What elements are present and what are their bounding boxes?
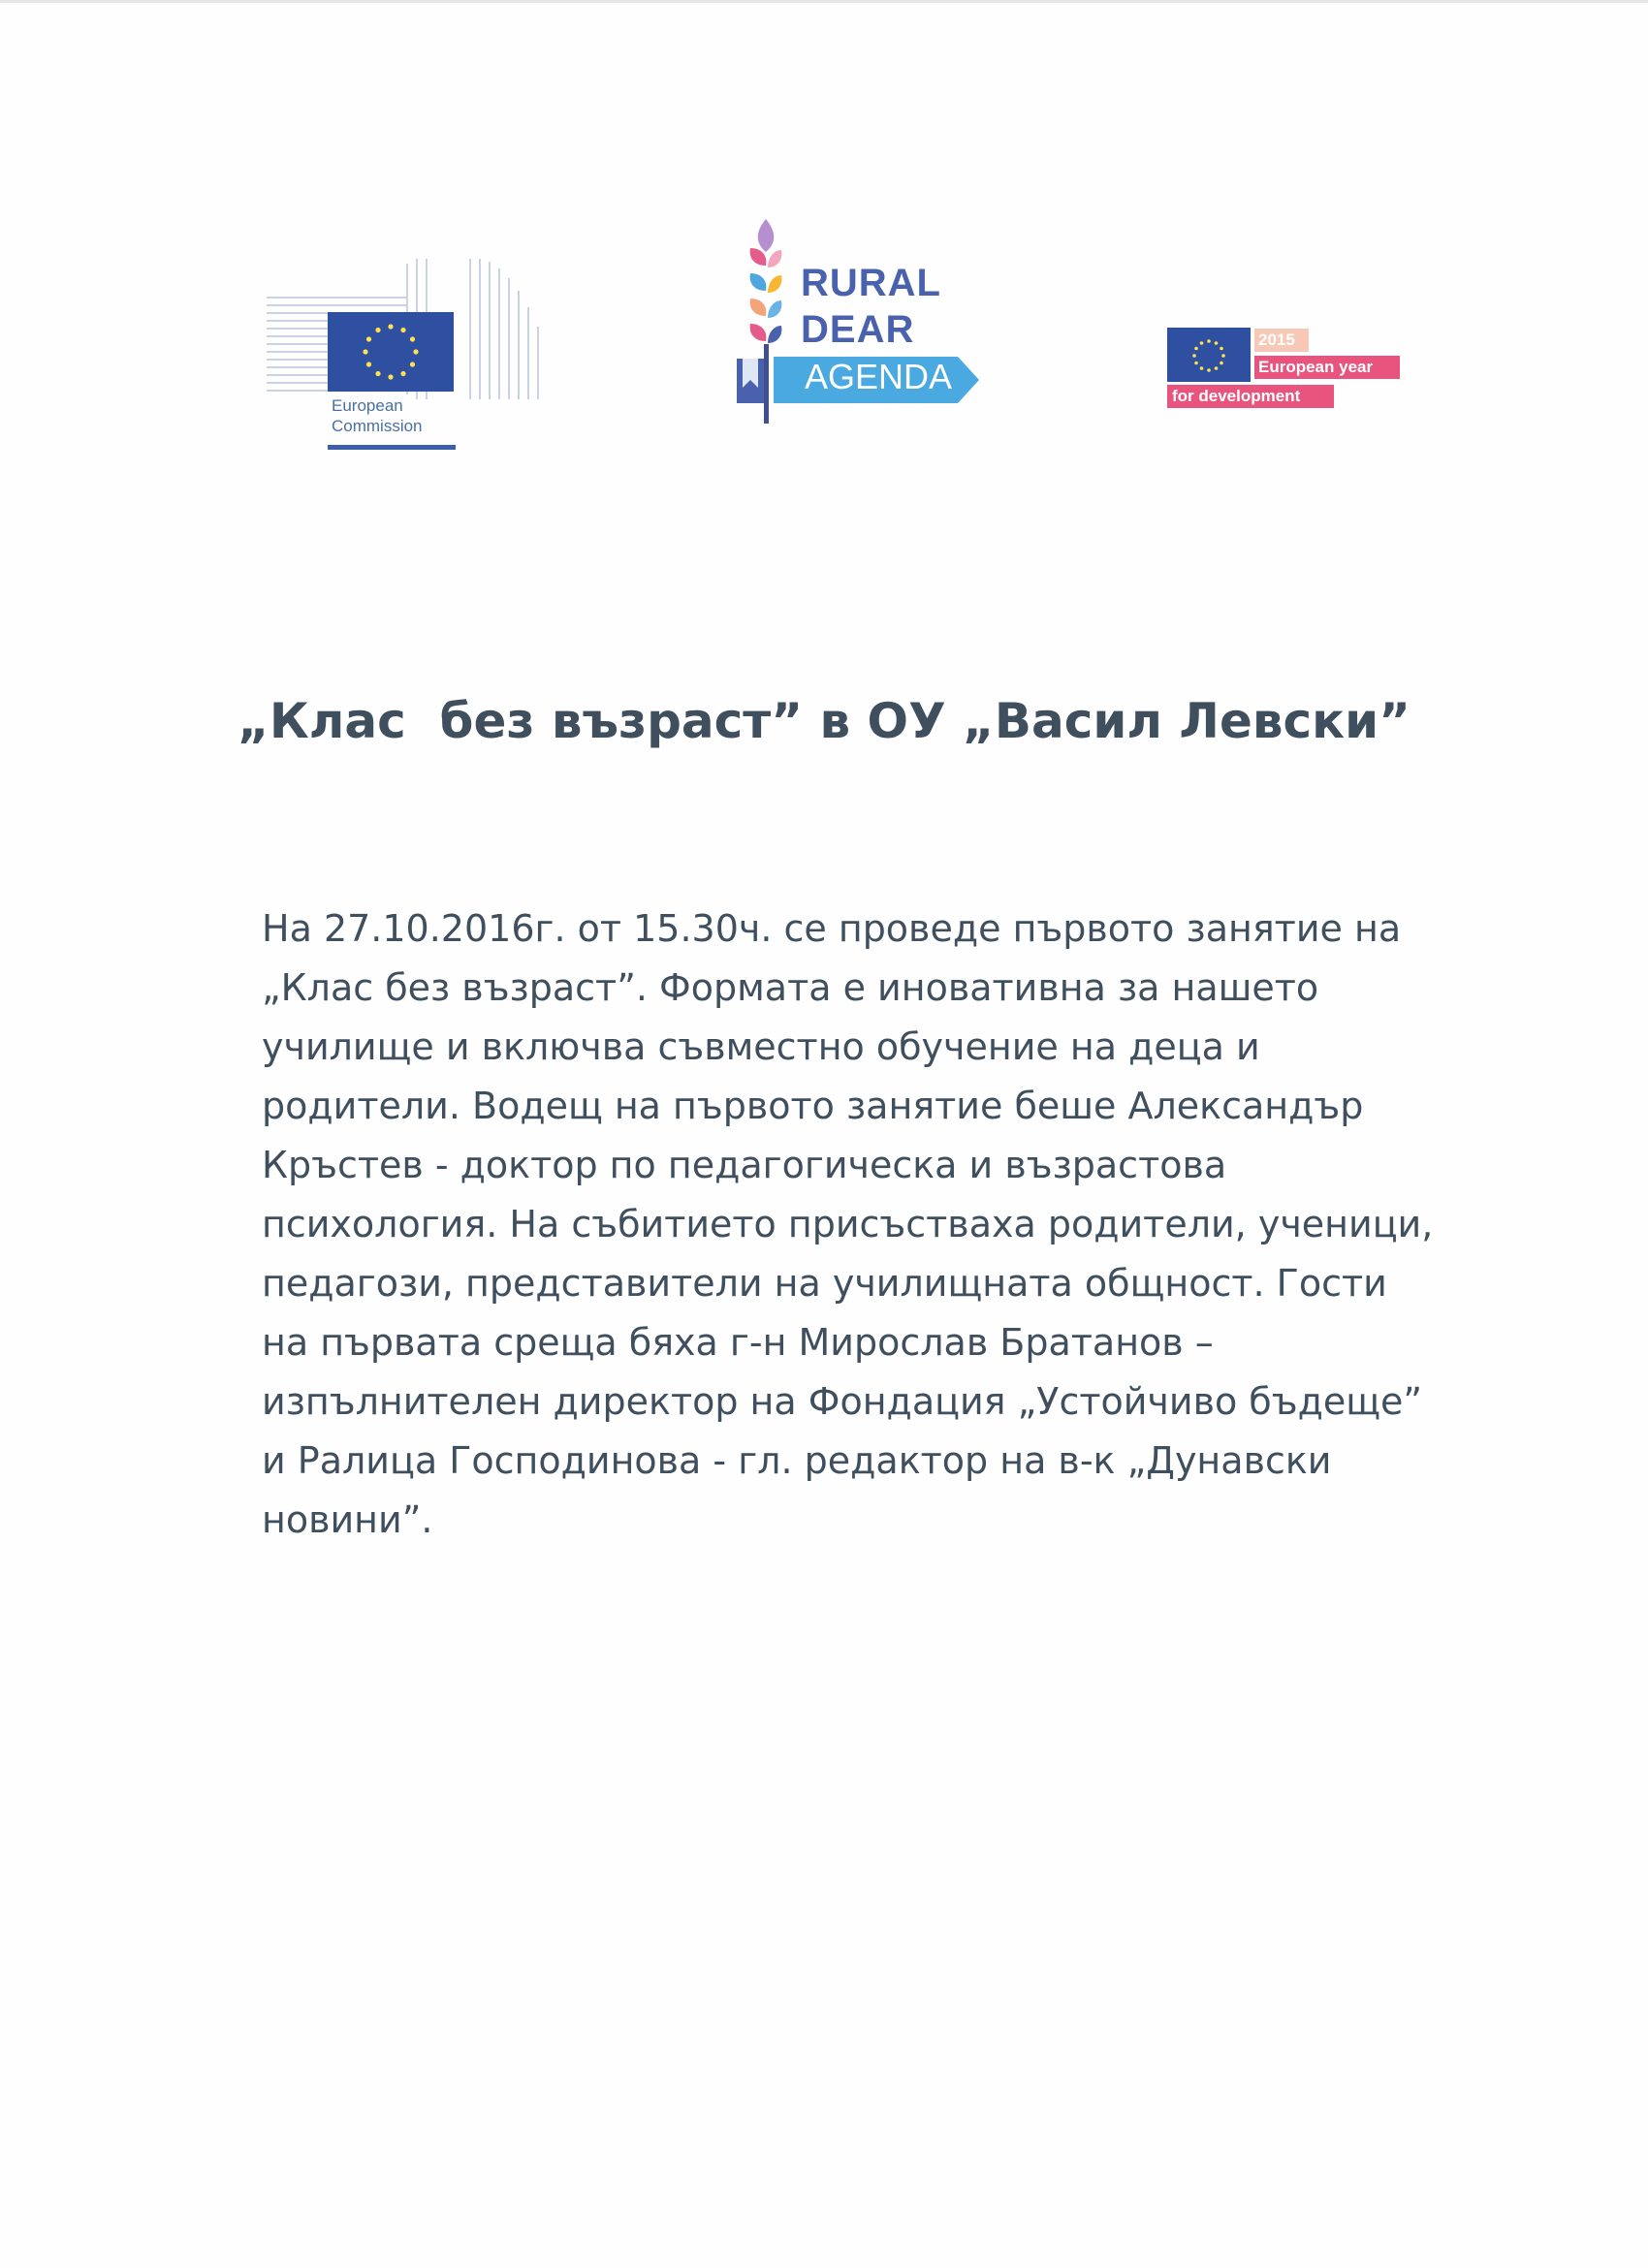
ec-label-line2: Commission: [332, 417, 423, 435]
body-line: на първата среща бяха г-н Мирослав Братанов –: [262, 1321, 1214, 1364]
rural-word: RURAL: [801, 262, 941, 304]
body-line: Кръстев - доктор по педагогическа и възрастова: [262, 1144, 1227, 1186]
body-line: „Клас без възраст”. Формата е иновативна за нашето: [262, 966, 1319, 1009]
european-year-logo: [1167, 328, 1405, 415]
body-line: психология. На събитието присъстваха родители, ученици,: [262, 1203, 1434, 1245]
european-year-label: European year: [1258, 358, 1374, 376]
document-title: „Клас без възраст” в ОУ „Васил Левски”: [238, 693, 1410, 749]
european-commission-label: [332, 395, 423, 436]
body-line: училище и включва съвместно обучение на деца и: [262, 1025, 1260, 1068]
european-year-number: 2015: [1258, 331, 1295, 349]
ec-label-line1: European: [332, 396, 403, 415]
body-line: и Ралица Господинова - гл. редактор на в-к „Дунавски: [262, 1439, 1332, 1482]
body-line: новини”.: [262, 1498, 433, 1541]
agenda-word: AGENDA: [805, 357, 953, 396]
body-line: педагози, представители на училищната общност. Гости: [262, 1262, 1387, 1305]
for-development-label: for development: [1172, 387, 1301, 405]
european-commission-logo: [262, 254, 567, 453]
scan-edge: [0, 0, 1648, 3]
body-line: На 27.10.2016г. от 15.30ч. се проведе първото занятие на: [262, 907, 1402, 950]
body-line: родители. Водещ на първото занятие беше Александър: [262, 1085, 1364, 1127]
dear-word: DEAR: [801, 308, 915, 351]
rural-dear-agenda-logo: [715, 213, 992, 426]
document-body: [262, 899, 1522, 1550]
body-line: изпълнителен директор на Фондация „Устойчиво бъдеще”: [262, 1380, 1423, 1423]
